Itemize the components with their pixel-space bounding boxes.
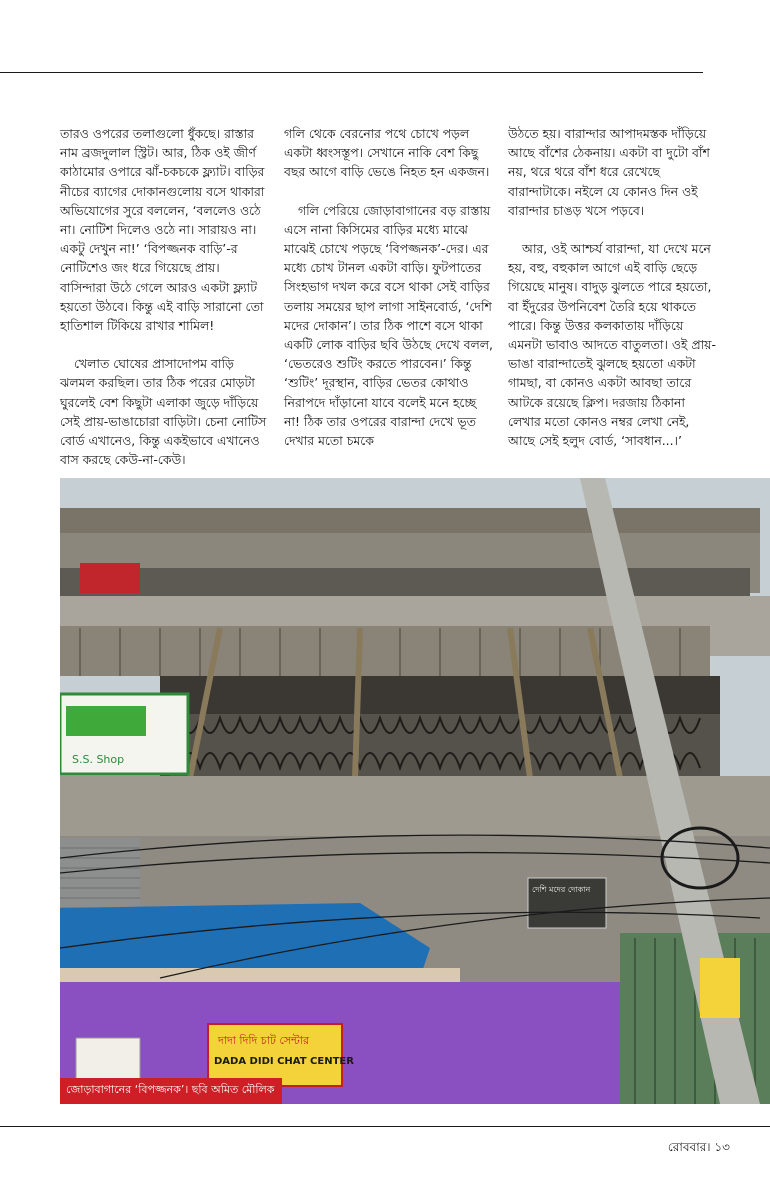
shop-sign-bengali: দাদা দিদি চাট সেন্টার [218, 1034, 310, 1047]
green-sign-text: S.S. Shop [72, 753, 125, 766]
article-column-3 [508, 124, 720, 469]
article-column-1 [60, 124, 268, 488]
bottom-rule [0, 1126, 770, 1127]
photo-caption: জোড়াবাগানের ‘বিপজ্জনক’। ছবি অমিত মৌলিক [60, 1078, 282, 1104]
paragraph: খেলাত ঘোষের প্রাসাদোপম বাড়ি ঝলমল করছিল। তার ঠিক পরের মোড়টা ঘুরলেই বেশ কিছুটা এলাকা জুড়ে দাঁড়িয়ে সেই প্রায়-ভাঙাচোরা বাড়িটা। চেনা নোটিস বোর্ড এখানেও, কিন্তু একইভাবে এখানেও বাস করছে কেউ-না-কেউ। [60, 356, 267, 468]
paragraph: উঠতে হয়। বারান্দার আপাদমস্তক দাঁড়িয়ে আছে বাঁশের ঠেকনায়। একটা বা দুটো বাঁশ নয়, থরে থরে বাঁশ ধরে রেখেছে বারান্দাটাকে। নইলে যে কোনও দিন ওই বারান্দার চাঙড় খসে পড়বে। [508, 126, 710, 218]
paragraph: গলি পেরিয়ে জোড়াবাগানের বড় রাস্তায় এসে নানা কিসিমের বাড়ির মধ্যে মাঝে মাঝেই চোখে পড়ছে ‘বিপজ্জনক’-দের। এর মধ্যে চোখ টানল একটা বাড়ি। ফুটপাতের সিংহভাগ দখল করে বসে থাকা সেই বাড়ির তলায় সময়ের ছাপ লাগা সাইনবোর্ড, ‘দেশি মদের দোকান’। তার ঠিক পাশে বসে থাকা একটি লোক বাড়ির ছবি উঠছে দেখে বলল, ‘ভেতরেও শুটিং করতে পারবেন।’ কিন্তু ‘শুটিং’ দূরস্থান, বাড়ির ভেতর কোথাও নিরাপদে দাঁড়ানো যাবে বলেই মনে হচ্ছে না! ঠিক তার ওপরের বারান্দা দেখে ভূত দেখার মতো চমকে [284, 202, 493, 449]
liquor-board-text: দেশি মদের দোকান [532, 885, 591, 894]
shop-sign-english: DADA DIDI CHAT CENTER [214, 1056, 354, 1067]
article-column-2 [284, 124, 494, 469]
paragraph: আর, ওই আশ্চর্য বারান্দা, যা দেখে মনে হয়, বহু, বহুকাল আগে এই বাড়ি ছেড়ে গিয়েছে মানুষ। বাদুড় ঝুলতে পারে হয়তো, বা ইঁদুরের উপনিবেশ তৈরি হয়ে থাকতে পারে। কিন্তু উত্তর কলকাতায় দাঁড়িয়ে এমনটা ভাবাও আদতে বাতুলতা। ওই প্রায়-ভাঙা বারান্দাতেই ঝুলছে হয়তো একটা গামছা, বা কোনও একটা আবছা তারে আটকে রয়েছে ক্লিপ। দরজায় ঠিকানা লেখার মতো কোনও নম্বর লেখা নেই, আছে সেই হলুদ বোর্ড, ‘সাবধান...।’ [508, 241, 716, 449]
building-photo [60, 478, 770, 1104]
paragraph: গলি থেকে বেরনোর পথে চোখে পড়ল একটা ধ্বংসস্তূপ। সেখানে নাকি বেশ কিছু বছর আগে বাড়ি ভেঙে নিহত হন একজন। [284, 126, 490, 180]
paragraph: তারও ওপরের তলাগুলো ধুঁকছে। রাস্তার নাম ব্রজদুলাল স্ট্রিট। আর, ঠিক ওই জীর্ণ কাঠামোর ওপারে ঝাঁ-চকচকে ফ্ল্যাট। বাড়ির নীচের ব্যাগের দোকানগুলোয় বসে থাকারা অভিযোগের সুরে বললেন, ‘বললেও ওঠে না। নোটিশ দিলেও ওঠে না। সারায়ও না। একটু দেখুন না!’ ‘বিপজ্জনক বাড়ি’-র নোটিশেও জং ধরে গিয়েছে প্রায়। বাসিন্দারা উঠে গেলে আরও একটা ফ্ল্যাট হয়তো উঠবে। কিন্তু এই বাড়ি সারানো তো হাতিশাল টিকিয়ে রাখার শামিল! [60, 126, 265, 334]
building-illustration [60, 478, 770, 1104]
page-folio: রোববার। ১৩ [667, 1140, 730, 1154]
top-rule [0, 72, 703, 73]
